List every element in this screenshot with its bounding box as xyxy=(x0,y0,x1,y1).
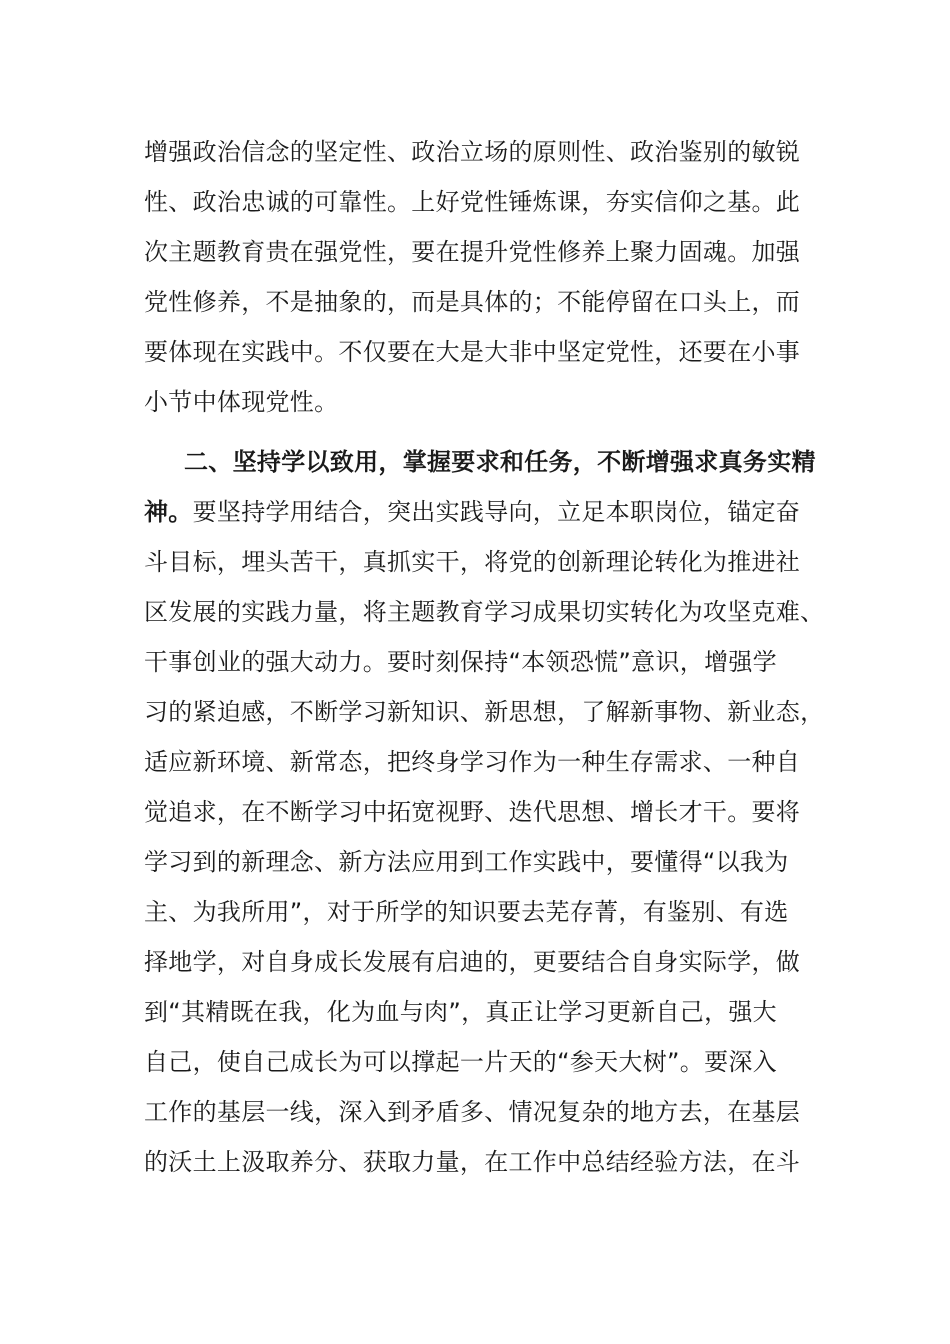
paragraph-1-line: 增强政治信念的坚定性、政治立场的原则性、政治鉴别的敏锐 xyxy=(144,138,801,166)
paragraph-2-line: 到“其精既在我，化为血与肉”，真正让学习更新自己，强大 xyxy=(144,998,777,1026)
section-heading: 二、坚持学以致用，掌握要求和任务，不断增强求真务实精 xyxy=(184,448,816,476)
paragraph-2-line: 自己，使自己成长为可以撑起一片天的“参天大树”。要深入 xyxy=(144,1048,777,1076)
section-heading-end: 神。 xyxy=(144,498,193,526)
paragraph-2-line: 主、为我所用”，对于所学的知识要去芜存菁，有鉴别、有选 xyxy=(144,898,789,926)
paragraph-2-line: 工作的基层一线，深入到矛盾多、情况复杂的地方去，在基层 xyxy=(144,1098,801,1126)
paragraph-2-line: 觉追求，在不断学习中拓宽视野、迭代思想、增长才干。要将 xyxy=(144,798,801,826)
paragraph-2-line: 的沃土上汲取养分、获取力量，在工作中总结经验方法，在斗 xyxy=(144,1148,801,1176)
paragraph-2 xyxy=(144,437,824,1187)
paragraph-2-line: 择地学，对自身成长发展有启迪的，更要结合自身实际学，做 xyxy=(144,948,801,976)
paragraph-1-line: 小节中体现党性。 xyxy=(144,388,339,416)
paragraph-2-line xyxy=(144,487,824,537)
paragraph-2-line: 习的紧迫感，不断学习新知识、新思想，了解新事物、新业态， xyxy=(144,698,825,726)
paragraph-1-line: 次主题教育贵在强党性，要在提升党性修养上聚力固魂。加强 xyxy=(144,238,801,266)
paragraph-2-line: 区发展的实践力量，将主题教育学习成果切实转化为攻坚克难、 xyxy=(144,598,825,626)
paragraph-1 xyxy=(144,127,824,427)
paragraph-2-line-text: 要坚持学用结合，突出实践导向，立足本职岗位，锚定奋 xyxy=(192,498,801,526)
paragraph-2-line: 斗目标，埋头苦干，真抓实干，将党的创新理论转化为推进社 xyxy=(144,548,801,576)
paragraph-2-line: 适应新环境、新常态，把终身学习作为一种生存需求、一种自 xyxy=(144,748,801,776)
paragraph-2-line: 学习到的新理念、新方法应用到工作实践中，要懂得“以我为 xyxy=(144,848,789,876)
paragraph-2-line: 干事创业的强大动力。要时刻保持“本领恐慌”意识，增强学 xyxy=(144,648,777,676)
paragraph-1-line: 党性修养，不是抽象的，而是具体的；不能停留在口头上，而 xyxy=(144,288,801,316)
paragraph-1-line: 要体现在实践中。不仅要在大是大非中坚定党性，还要在小事 xyxy=(144,338,801,366)
paragraph-1-line: 性、政治忠诚的可靠性。上好党性锤炼课，夯实信仰之基。此 xyxy=(144,188,801,216)
